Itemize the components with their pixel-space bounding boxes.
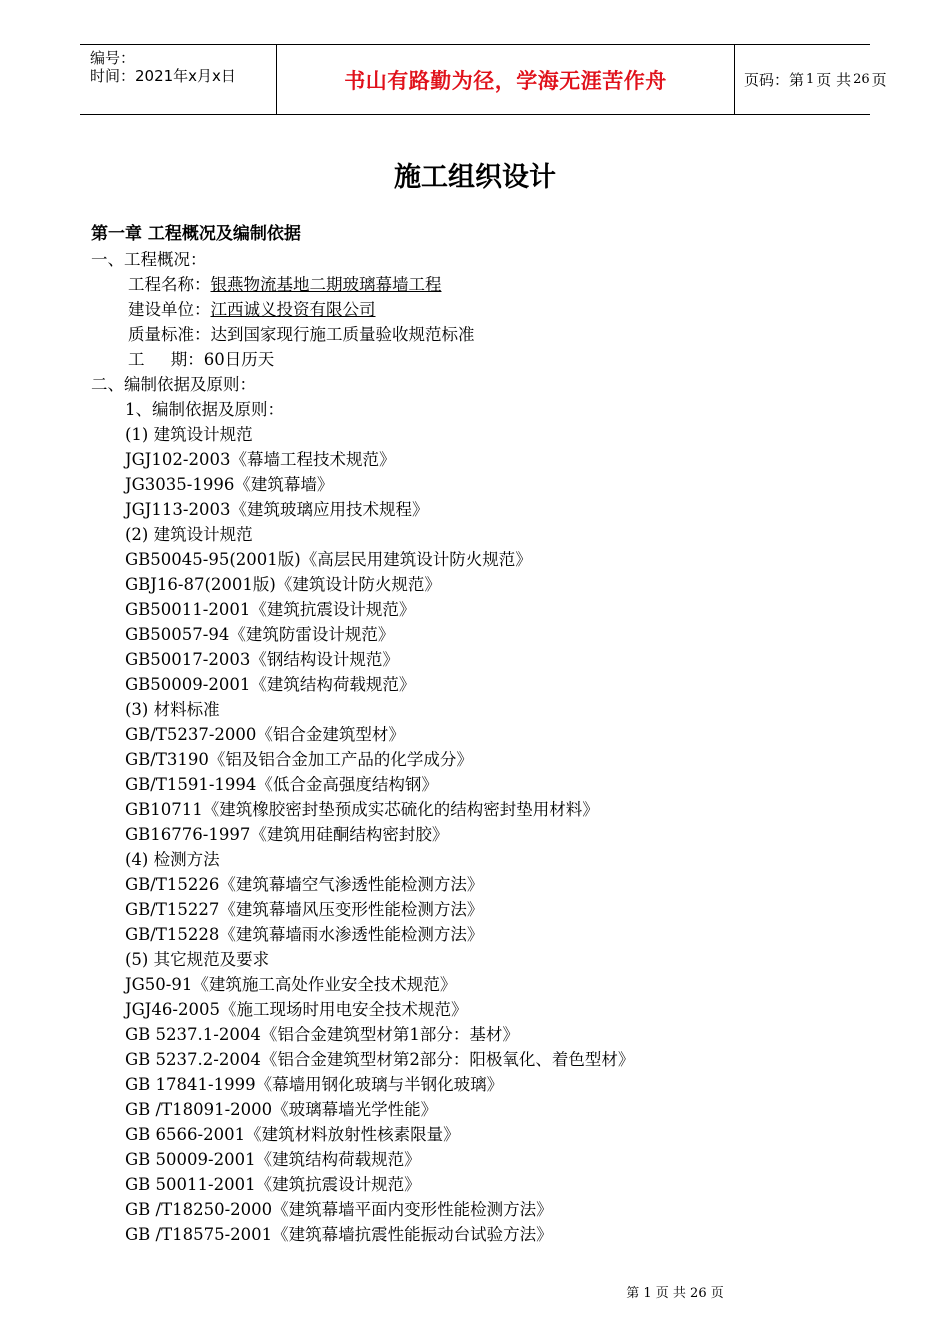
basis-line: (5) 其它规范及要求: [125, 950, 270, 969]
basis-line: JG50-91《建筑施工高处作业安全技术规范》: [125, 975, 457, 994]
header-motto: 书山有路勤为径，学海无涯苦作舟: [277, 45, 735, 114]
project-name-value: 银燕物流基地二期玻璃幕墙工程: [210, 275, 442, 294]
page-header: [80, 44, 887, 115]
page-mid: 页 共: [816, 71, 852, 89]
basis-line: (4) 检测方法: [125, 850, 220, 869]
basis-line: GB50009-2001《建筑结构荷载规范》: [125, 675, 416, 694]
basis-line: GB50017-2003《钢结构设计规范》: [125, 650, 399, 669]
period-row: [91, 347, 891, 372]
basis-line: GB/T5237-2000《铝合金建筑型材》: [125, 725, 405, 744]
chapter-heading: 第一章 工程概况及编制依据: [91, 224, 301, 244]
doc-number-label: 编号：: [90, 49, 136, 67]
page-suffix: 页: [871, 71, 887, 89]
basis-line: GB /T18250-2000《建筑幕墙平面内变形性能检测方法》: [125, 1200, 553, 1219]
basis-line: JGJ46-2005《施工现场时用电安全技术规范》: [125, 1000, 468, 1019]
basis-line: GB/T15227《建筑幕墙风压变形性能检测方法》: [125, 900, 484, 919]
period-value: 60日历天: [203, 350, 275, 369]
basis-line: GB16776-1997《建筑用硅酮结构密封胶》: [125, 825, 449, 844]
project-name-label: 工程名称：: [128, 275, 211, 294]
basis-line: GB/T3190《铝及铝合金加工产品的化学成分》: [125, 750, 473, 769]
document-body: [91, 222, 891, 1247]
basis-line: GB /T18091-2000《玻璃幕墙光学性能》: [125, 1100, 438, 1119]
basis-line: JG3035-1996《建筑幕墙》: [125, 475, 334, 494]
builder-label: 建设单位：: [128, 300, 211, 319]
basis-line: GB10711《建筑橡胶密封垫预成实芯硫化的结构密封垫用材料》: [125, 800, 599, 819]
page-total: 26: [853, 72, 870, 87]
header-page-number: [735, 45, 887, 114]
quality-value: 达到国家现行施工质量验收规范标准: [210, 325, 475, 344]
basis-line: GBJ16-87(2001版)《建筑设计防火规范》: [125, 575, 441, 594]
basis-line: GB 50009-2001《建筑结构荷载规范》: [125, 1150, 421, 1169]
basis-line: JGJ113-2003《建筑玻璃应用技术规程》: [125, 500, 429, 519]
basis-line: JGJ102-2003《幕墙工程技术规范》: [125, 450, 396, 469]
basis-line: GB50011-2001《建筑抗震设计规范》: [125, 600, 416, 619]
basis-line: GB 50011-2001《建筑抗震设计规范》: [125, 1175, 421, 1194]
basis-line: GB 6566-2001《建筑材料放射性核素限量》: [125, 1125, 460, 1144]
doc-time-label: 时间：2021年x月x日: [90, 67, 236, 85]
builder-value: 江西诚义投资有限公司: [210, 300, 376, 319]
page-current: 1: [806, 72, 815, 87]
header-meta: [80, 45, 277, 114]
document-title: 施工组织设计: [394, 162, 556, 193]
basis-line: GB 5237.1-2004《铝合金建筑型材第1部分：基材》: [125, 1025, 519, 1044]
basis-line: GB/T1591-1994《低合金高强度结构钢》: [125, 775, 438, 794]
basis-line: GB/T15228《建筑幕墙雨水渗透性能检测方法》: [125, 925, 484, 944]
basis-line: GB50057-94《建筑防雷设计规范》: [125, 625, 395, 644]
basis-line: GB 5237.2-2004《铝合金建筑型材第2部分：阳极氧化、着色型材》: [125, 1050, 635, 1069]
basis-line: GB 17841-1999《幕墙用钢化玻璃与半钢化玻璃》: [125, 1075, 504, 1094]
basis-line: GB /T18575-2001《建筑幕墙抗震性能振动台试验方法》: [125, 1225, 553, 1244]
basis-line: (2) 建筑设计规范: [125, 525, 253, 544]
page-prefix: 页码：第: [744, 71, 805, 89]
basis-line: (1) 建筑设计规范: [125, 425, 253, 444]
basis-list: [91, 397, 891, 1247]
quality-row: [91, 322, 891, 347]
basis-line: GB50045-95(2001版)《高层民用建筑设计防火规范》: [125, 550, 532, 569]
basis-line: 1、编制依据及原则：: [125, 400, 284, 419]
page-footer: 第 1 页 共 26 页: [626, 1286, 724, 1301]
period-label: 工 期：: [128, 350, 204, 369]
builder-row: [91, 297, 891, 322]
quality-label: 质量标准：: [128, 325, 211, 344]
basis-line: GB/T15226《建筑幕墙空气渗透性能检测方法》: [125, 875, 484, 894]
section-heading-basis: 二、编制依据及原则：: [91, 375, 256, 394]
section-heading-overview: 一、工程概况：: [91, 250, 207, 269]
project-name-row: [91, 272, 891, 297]
basis-line: (3) 材料标准: [125, 700, 220, 719]
